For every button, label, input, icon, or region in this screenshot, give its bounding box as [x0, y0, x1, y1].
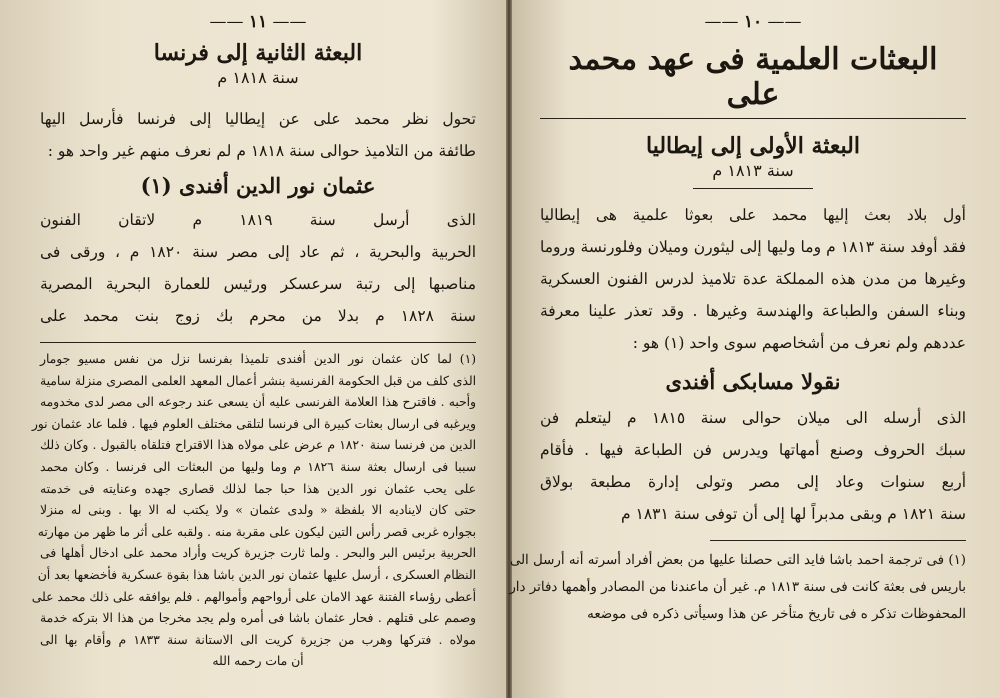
footnote-line: أعطى رؤساء الفتنة عهد الامان على أرواحهم وأموالهم . فلم يوافقه على ذلك محمد على — [31, 589, 476, 604]
footnote-line: أن مات رحمه الله — [212, 654, 304, 669]
body-line: أربع سنوات وعاد إلى مصر وتولى إدارة مطبعة بولاق — [540, 473, 966, 491]
section-year: سنة ١٨١٨ م — [217, 68, 299, 87]
footnote-line: النظام العسكرى ، أرسل عليها عثمان نور الدين باشا هذا بقوة عسكرية فأخضعها بعد أن — [37, 567, 476, 582]
body-line: وغيرها من مدن هذه المملكة عدة تلاميذ لدرس الفنون العسكرية — [540, 270, 966, 288]
footnote-line: (١) فى ترجمة احمد باشا فايد التى حصلنا عليها من بعض أفراد أسرته أنه أرسل الى — [509, 553, 966, 568]
footnote-line: بجواره غربى قصر رأس التين ليكون على مقربة منه . ولقبه على أثر ما ظهر من مهارته — [37, 524, 476, 539]
intro-line: طائفة من التلاميذ حوالى سنة ١٨١٨ م لم نعرف منهم غير واحد هو : — [47, 142, 476, 160]
footnote-line: سببا فى ارسال بعثة سنة ١٨٢٦ م وما وليها من البعثات الى فرنسا . وكان محمد — [40, 459, 477, 474]
footnote-line: وأحبه . فاقترح هذا العلامة الفرنسى عليه أن يسعى عند رجوعه الى مصر لدى مخدومه — [40, 395, 476, 410]
section-year: سنة ١٨١٣ م — [712, 161, 794, 180]
body-line: مناصبها إلى رتبة سرعسكر ورئيس للعمارة البحرية المصرية — [40, 275, 476, 293]
body-line: وبناء السفن والطباعة والهندسة وغيرها . وقد تعذر علينا معرفة — [540, 302, 966, 320]
footnote-line: (١) لما كان عثمان نور الدين أفندى تلميذا بفرنسا نزل من نفس مسيو جومار — [40, 352, 476, 366]
chapter-title: البعثات العلمية فى عهد محمد على — [568, 42, 938, 112]
section-divider — [693, 188, 813, 189]
student-name: نقولا مسابكى أفندى — [665, 369, 841, 394]
footnote-line: الدين من فرنسا سنة ١٨٢٠ م عرض على مولاه هذا الاقتراح فتلقاه بالقبول . وكان ذلك — [40, 438, 476, 453]
body-line: فقد أوفد سنة ١٨١٣ م وما وليها إلى ليثورن وميلان وفلورنسة وروما — [540, 238, 966, 256]
section-heading: البعثة الثانية إلى فرنسا — [153, 40, 363, 66]
page-number: —— ١١ —— — [40, 12, 476, 32]
footnote-line: مولاه . فتركها وهرب من جزيرة كريت الى الاستانة سنة ١٨٣٣ م وأقام بها الى — [40, 632, 476, 647]
footnote-line: حتى كان لايناديه الا بلفظة « ولدى عثمان » ولا يكتب له الا بها . وبنى له منزلا — [40, 503, 476, 518]
body-line: الذى أرسله الى ميلان حوالى سنة ١٨١٥ م ليتعلم فن — [540, 409, 966, 427]
body-line: سنة ١٨٢٨ م بدلا من محرم بك زوج بنت محمد على — [40, 307, 476, 325]
footnote-line: المحفوظات تذكر ه فى تاريخ متأخر عن هذا وسيأتى ذكره فى موضعه — [587, 607, 966, 622]
body-line: الذى أرسل سنة ١٨١٩ م لاتقان الفنون — [40, 211, 476, 229]
section-heading: البعثة الأولى إلى إيطاليا — [646, 133, 860, 159]
body-line: أول بلاد بعث إليها محمد على بعوثا علمية هى إيطاليا — [540, 206, 966, 224]
title-rule — [540, 118, 966, 119]
body-line: سبك الحروف وصنع أمهاتها ويدرس فن الطباعة فيها . فأقام — [540, 441, 966, 459]
right-page — [509, 0, 1000, 698]
footnote-line: الحربية برئيس البر والبحر . ولما ثارت جزيرة كريت وأراد محمد على ادخال أهلها فى — [40, 546, 476, 561]
footnote-line: الذى كلف من قبل الحكومة الفرنسية بنشر أعمال المعهد العلمى المصرى منزلة سامية — [40, 373, 476, 388]
student-name: عثمان نور الدين أفندى (١) — [140, 173, 376, 198]
body-line: الحربية والبحرية ، ثم عاد إلى مصر سنة ١٨٢٠ م ، ورقى فى — [40, 243, 477, 261]
body-line: سنة ١٨٢١ م وبقى مدبراً لها إلى أن توفى سنة ١٨٣١ م — [620, 505, 966, 523]
footnote-line: ويرغبه فى ارسال بعثات كبيرة الى فرنسا لتلقى مختلف العلوم فيها . فلما عاد عثمان نور — [31, 416, 476, 431]
footnote-line: باريس فى بعثة كانت فى سنة ١٨١٣ م. غير أن ماعندنا من المصادر وأهمها دفاتر دار — [509, 580, 966, 595]
body-line: عددهم ولم نعرف من أشخاصهم سوى واحد (١) هو : — [632, 334, 966, 352]
footnote-line: وصمم على قتلهم . فحار عثمان باشا فى أمره ولم يجد مخرجا من هذا الا بتركه خدمة — [40, 611, 476, 626]
footnote-divider — [710, 540, 966, 541]
footnote-divider — [40, 342, 476, 343]
footnote-line: على يحب عثمان نور الدين هذا حبا جما لذلك قصارى جهده وعنايته فى خدمته — [40, 481, 476, 496]
page-number: —— ١٠ —— — [540, 12, 966, 32]
intro-line: تحول نظر محمد على عن إيطاليا إلى فرنسا فأرسل اليها — [40, 110, 476, 128]
